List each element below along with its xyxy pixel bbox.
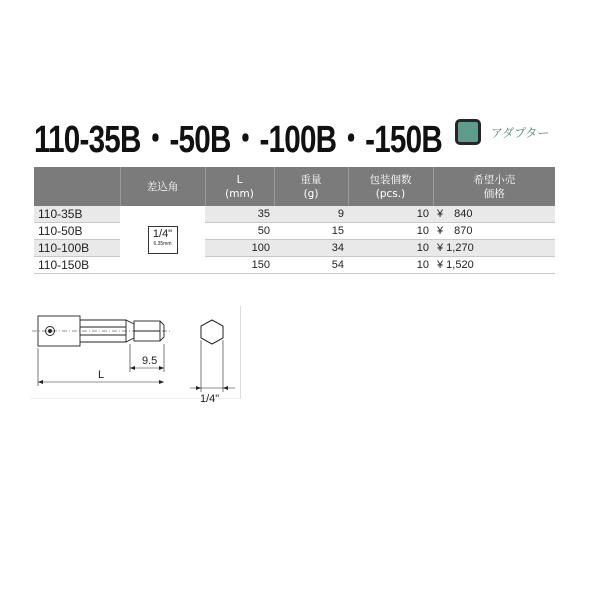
- cell-weight: 54: [274, 257, 348, 274]
- insert-size-main: 1/4": [152, 227, 173, 240]
- table-row: [34, 206, 555, 223]
- table-row: [34, 257, 555, 274]
- cell-model: 110-35B: [34, 206, 120, 223]
- spec-table: [34, 167, 555, 274]
- header-weight: 重量 (g): [274, 167, 348, 206]
- header-length: L (mm): [205, 167, 274, 206]
- dim-length-label: L: [98, 369, 105, 381]
- cell-pcs: 10: [348, 257, 433, 274]
- cell-model: 110-50B: [34, 223, 120, 240]
- cell-length: 50: [205, 223, 274, 240]
- adapter-color-icon: [455, 119, 481, 145]
- cell-model: 110-150B: [34, 257, 120, 274]
- cell-pcs: 10: [348, 223, 433, 240]
- cell-length: 150: [205, 257, 274, 274]
- header-price: 希望小売 価格: [433, 167, 555, 206]
- cell-price: ¥ 1,270: [433, 240, 555, 257]
- insert-size-box: [148, 226, 178, 254]
- table-header-row: [34, 167, 555, 206]
- cell-length: 35: [205, 206, 274, 223]
- insert-size-sub: 6.35mm: [153, 240, 172, 247]
- cell-length: 100: [205, 240, 274, 257]
- cell-weight: 34: [274, 240, 348, 257]
- cell-price: ¥ 840: [433, 206, 555, 223]
- dim-hex-label: 1/4": [200, 393, 220, 405]
- cell-weight: 9: [274, 206, 348, 223]
- header-insert: 差込角: [120, 167, 205, 206]
- cell-price: ¥ 870: [433, 223, 555, 240]
- cell-price: ¥ 1,520: [433, 257, 555, 274]
- page-title: 110-35B・-50B・-100B・-150B: [34, 119, 442, 161]
- header-model: [34, 167, 120, 206]
- adapter-label: アダプター: [491, 125, 550, 140]
- adapter-legend: [455, 115, 549, 149]
- cell-model: 110-100B: [34, 240, 120, 257]
- table-row: [34, 223, 555, 240]
- adapter-drawing: [30, 306, 250, 406]
- cell-weight: 15: [274, 223, 348, 240]
- cell-pcs: 10: [348, 206, 433, 223]
- table-row: [34, 240, 555, 257]
- cell-insert: [120, 206, 205, 274]
- dim-tip-label: 9.5: [142, 355, 158, 367]
- header-pcs: 包装個数 (pcs.): [348, 167, 433, 206]
- cell-pcs: 10: [348, 240, 433, 257]
